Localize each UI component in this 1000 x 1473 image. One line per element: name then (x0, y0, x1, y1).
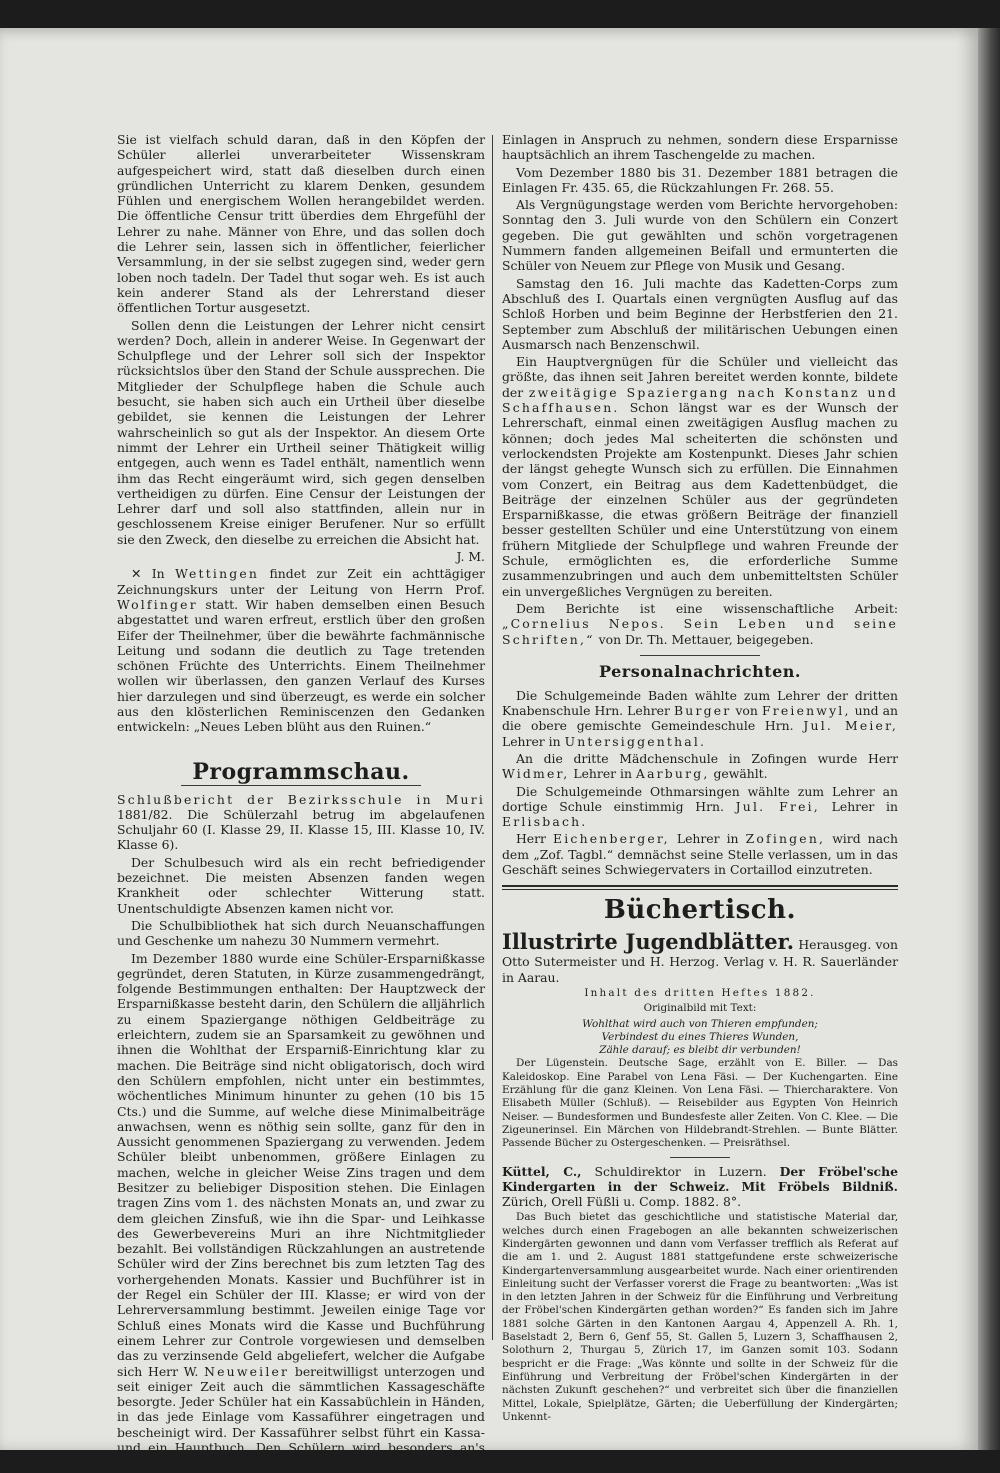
verse-line: Verbindest du eines Thieres Wunden, (601, 1030, 799, 1043)
text-run: Lehrer in (676, 831, 739, 847)
book-entry (502, 930, 898, 985)
text-run: Herr (516, 831, 546, 847)
place-name: Aarburg, (635, 766, 710, 782)
left-column (117, 132, 485, 1473)
paragraph: Die Schulbibliothek hat sich durch Neuanschaffungen und Geschenke um nahezu 30 Nummern vermehrt. (117, 917, 485, 949)
marker: ✕ In (131, 566, 165, 582)
column-divider (492, 135, 493, 1340)
text-run: 1881/82. Die Schülerzahl betrug im abgelaufenen Schuljahr 60 (I. Klasse 29, II. Klasse 15, III. Klasse 10, IV. Klasse 6). (117, 806, 485, 853)
paragraph: Sollen denn die Leistungen der Lehrer nicht censirt werden? Doch, allein in anderer Weise. In Gegenwart der Schulpflege und der Lehrer soll sich der Inspektor rücksichtslos über den Stand der Schule aussprechen. Die Mitglieder der Schulpflege haben die Schule auch besucht, sie haben sich auch ein Urtheil über dieselbe gebildet, sie kennen die Leistungen der Lehrer wahrscheinlich so gut als der Inspektor. An diesem Orte nimmt der Lehrer ein Urtheil seiner Thätigkeit willig entgegen, auch wenn es Tadel enthält, namentlich wenn ihm das Recht eingeräumt wird, sich gegen denselben vertheidigen zu dürfen. Eine Censur der Leistungen der Lehrer darf und soll also stattfinden, allein nur in geschlossenem Kreise einiger Berufener. Nur so erfüllt sie den Zweck, den dieselbe zu erreichen die Absicht hat. (117, 317, 486, 547)
book-entry (502, 1164, 898, 1210)
book-author: Küttel, C., (502, 1163, 582, 1179)
text-run: An die dritte Mädchenschule in Zofingen wurde Herr (516, 750, 898, 766)
paragraph: Vom Dezember 1880 bis 31. Dezember 1881 betragen die Einlagen Fr. 435. 65, die Rückzahlungen Fr. 268. 55. (502, 164, 898, 195)
text-run: findet zur Zeit ein achttägiger Zeichnungskurs unter der Leitung von Herrn Prof. (117, 566, 485, 597)
book-review: Das Buch bietet das geschichtliche und statistische Material dar, welches durch einen Fragebogen an alle bekannten schweizerischen Kindergärten gewonnen und dann vom Verfasser trefflich als Referat auf die am 1. und 2. August 1881 stattgefundene erste schweizerische Kindergartenversammlung ausgearbeitet wurde. Nach einer orientirenden Einleitung sucht der Verfasser vorerst die Frage zu beantworten: „Was ist in den letzten Jahren in der Schweiz für die Einführung und Verbreitung der Fröbel'schen Kindergärten gethan worden?“ Es fanden sich im Jahre 1881 solche Gärten in den Kantonen Aargau 4, Appenzell A. Rh. 1, Baselstadt 2, Bern 6, Genf 55, St. Gallen 5, Luzern 3, Schaffhausen 2, Solothurn 2, Thurgau 5, Zürich 17, im Ganzen somit 103. Sodann bespricht er die Frage: „Was könnte und sollte in der Schweiz für die Einführung und Verbreitung der Fröbel'schen Kindergärten in der nächsten Zukunft geschehen?“ und verbreitet sich über die finanziellen Mittel, Lokale, Spielplätze, Gärten; die Ueberfüllung der Kindergärten; Unkennt- (502, 1211, 898, 1423)
paragraph (502, 784, 898, 830)
paragraph (502, 354, 898, 599)
paragraph: Als Vergnügungstage werden vom Berichte hervorgehoben: Sonntag den 3. Juli wurde von den Schülern ein Conzert gegeben. Die gut gewählten und schön vorgetragenen Nummern fanden allgemeinen Beifall und ermunterten die Schüler von Neuem zur Pflege von Musik und Gesang. (502, 197, 898, 274)
book-subtitle: Mit Fröbels Bildniß. (741, 1178, 898, 1194)
text-run: Dem Berichte ist eine wissenschaftliche Arbeit: (516, 600, 898, 616)
paragraph (117, 566, 485, 734)
verse-line: Zähle darauf; es bleibt dir verbunden! (599, 1044, 801, 1057)
text-run: von Dr. Th. Mettauer, beigegeben. (598, 631, 814, 647)
contents-heading: Inhalt des dritten Heftes 1882. (584, 986, 816, 999)
text-run: statt. Wir haben demselben einen Besuch abgestattet und waren erfreut, erstlich über den großen Eifer der Theilnehmer, über die bewährte fachmännische Leitung und sodann die deutlich zu Tage tretenden schönen Früchte des Unterrichts. Einem Theilnehmer wollen wir überlassen, den ganzen Verlauf des Kurses hier darzulegen und sind überzeugt, es werde ein solcher aus den klösterlichen Reminiscenzen den Gedanken entwickeln: „Neues Leben blüht aus den Ruinen.“ (117, 596, 485, 735)
paragraph (117, 951, 485, 1471)
text-run: und an die obere gemischte Gemeindeschule Hrn. (502, 703, 898, 734)
text-run: Die Schulgemeinde Baden wählte zum Lehrer der dritten Knabenschule Hrn. Lehrer (502, 687, 898, 719)
place-name: Erlisbach. (502, 814, 588, 830)
person-name: Widmer, (502, 766, 570, 782)
paragraph: Der Schulbesuch wird als ein recht befriedigender bezeichnet. Die meisten Absenzen fanden wegen Krankheit oder schlechter Witterung statt. Unentschuldigte Absenzen kamen nicht vor. (117, 854, 485, 916)
text-run: Schon längst war es der Wunsch der Lehrerschaft, einmal einen zweitägigen Ausflug machen zu können; doch jedes Mal scheiterten die schönsten und verlockendsten Projekte am Kostenpunkt. Dieses Jahr schien der längst gehegte Wunsch sich zu erfüllen. Die Einnahmen vom Conzert, ein Beitrag aus dem Kadettenbüdget, die Beiträge der einzelnen Schüler aus der gegründeten Ersparnißkasse, die etwas größern Beiträge der finanziell besser gestellten Schüler und eine Unterstützung von einem frühern Mitgliede der Schulpflege und wahren Freunde der Schule, ermöglichten es, die erforderliche Summe zusammenzubringen und auch dem unbemitteltsten Schüler ein unvergeßliches Vergnügen zu bereiten. (502, 400, 898, 599)
text-run: Herausgeg. von Otto Sutermeister und H. Herzog. Verlag v. H. R. Sauerländer in Aarau. (502, 937, 898, 985)
work-title: „Cornelius Nepos. Sein Leben und seine Schriften,“ (502, 616, 898, 647)
text-run: gewählt. (713, 766, 768, 782)
place-name: Wettingen (175, 566, 260, 582)
report-title: Schlußbericht der Bezirksschule in Muri (117, 791, 485, 807)
paragraph (502, 751, 898, 782)
text-run: von (735, 703, 758, 719)
illustration-caption: Originalbild mit Text: (643, 1002, 757, 1015)
signature: J. M. (456, 549, 485, 565)
text-run: Lehrer in (573, 766, 632, 782)
paragraph: Sie ist vielfach schuld daran, daß in den Köpfen der Schüler allerlei unverarbeiteter Wissenskram aufgespeichert wird, statt daß dieselben durch einen gründlichen Unterricht zu klarem Denken, gesundem Fühlen und energischem Wollen herangebildet werden. Die öffentliche Censur tritt überdies dem Ehrgefühl der Lehrer zu nahe. Männer von Ehre, und das sollen doch die Lehrer sein, lassen sich in öffentlicher, feierlicher Versammlung, in der sie selbst zugegen sind, weder gern loben noch tadeln. Der Tadel thut sogar weh. Es ist auch kein anderer Stand als der Lehrerstand dieser öffentlichen Tortur ausgesetzt. (117, 132, 485, 316)
verse-line: Wohlthat wird auch von Thieren empfunden; (582, 1017, 818, 1030)
person-name: Neuweiler (204, 1363, 290, 1379)
text-run: Zürich, Orell Füßli u. Comp. 1882. 8°. (502, 1194, 742, 1210)
page-edge-shadow (978, 28, 1000, 1450)
paragraph (502, 601, 898, 647)
text-run: Lehrer in (502, 733, 561, 749)
person-name: Eichenberger, (553, 831, 670, 847)
right-column (502, 132, 898, 1426)
trip-title: zweitägige Spaziergang nach Konstanz und Schaffhausen. (502, 384, 898, 416)
text-run: Lehrer in (831, 798, 898, 814)
person-name: Wolfinger (117, 596, 198, 612)
section-heading: Programmschau. (192, 758, 410, 785)
paragraph: Samstag den 16. Juli machte das Kadetten-Corps zum Abschluß des I. Quartals einen vergnügten Ausflug auf das Schloß Horben und beim Beginne der Herbstferien den 21. September zum Abschluß der militärischen Uebungen einen Ausmarsch nach Benzenschwil. (502, 275, 898, 352)
paragraph (117, 792, 485, 853)
place-name: Zofingen, (745, 831, 826, 847)
text-run: Ein Hauptvergnügen für die Schüler und vielleicht das größte, das ihnen seit Jahren bereitet werden konnte, bildete der (502, 354, 898, 400)
place-name: Untersiggenthal. (564, 733, 707, 749)
books-heading: Büchertisch. (603, 895, 797, 926)
book-title: Der Fröbel'sche Kindergarten in der Schweiz. (502, 1163, 898, 1194)
paragraph: Einlagen in Anspruch zu nehmen, sondern diese Ersparnisse hauptsächlich an ihrem Taschengelde zu machen. (502, 132, 898, 163)
text-run: wird nach dem „Zof. Tagbl.“ demnächst seine Stelle verlassen, um in das Geschäft seines Schwiegervaters in Cortaillod einzutreten. (502, 831, 898, 878)
person-name: Jul. Meier, (803, 718, 898, 734)
book-title: Illustrirte Jugendblätter. (502, 929, 795, 955)
text-run: Schuldirektor in Luzern. (594, 1163, 767, 1179)
text-run: bereitwilligst unterzogen und seit einiger Zeit auch die sämmtlichen Kassageschäfte besorgte. Jeder Schüler hat ein Kassabüchlein in Händen, in das jede Einlage vom Kassaführer eingetragen und bescheinigt wird. Der Kassaführer selbst führt ein Kassa- und ein Hauptbuch. Den Schülern wird besonders an's Herz gelegt, ihre Eltern so wenig als möglich für die (117, 1363, 485, 1471)
paragraph (502, 688, 898, 749)
person-name: Burger (673, 703, 732, 719)
paragraph (502, 831, 898, 877)
contents-list: Der Lügenstein. Deutsche Sage, erzählt von E. Biller. — Das Kaleidoskop. Eine Parabel von Lena Fäsi. — Der Kuchengarten. Eine Erzählung für die ganz Kleinen. Von Lena Fäsi. — Thiercharaktere. Von Elisabeth Müller (Schluß). — Reisebilder aus Egypten Von Heinrich Neiser. — Bundesformen und Bundesfeste aller Zeiten. Von C. Klee. — Die Zigeunerinsel. Ein Märchen von Hildebrandt-Strehlen. — Bunte Blätter. Passende Bücher zu Ostergeschenken. — Preisräthsel. (502, 1057, 898, 1150)
person-name: Jul. Frei, (735, 798, 820, 814)
text-run: Im Dezember 1880 wurde eine Schüler-Ersparnißkasse gegründet, deren Statuten, in Kürze zusammengedrängt, folgende Bestimmungen enthalten: Der Hauptzweck der Ersparnißkasse besteht darin, den Schülern die alljährlich zu einem Spaziergange nöthigen Geldbeiträge zu erleichtern, zudem sie an Sparsamkeit zu gewöhnen und ihnen die Wohlthat der Ersparniß-Einrichtung klar zu machen. Die Beiträge sind nicht obligatorisch, doch wird den Schülern empfohlen, nicht unter ein bestimmtes, wöchentliches Minimum hinunter zu gehen (10 bis 15 Cts.) und die Summe, auf welche diese Minimalbeiträge anwachsen, wenn es nöthig sein sollte, ganz für den in Aussicht genommenen Spaziergang zu verwenden. Jedem Schüler bleibt unbenommen, größere Einlagen zu machen, welche in gleicher Weise Zins tragen und dem Besitzer zu beliebiger Disposition stehen. Die Einlagen tragen Zins vom 1. des nächsten Monats an, und zwar zu dem gleichen Zinsfuß, wie ihn die Spar- und Leihkasse des Gewerbevereins Muri an ihre Nichtmitglieder bezahlt. Bei vollständigen Rückzahlungen an austretende Schüler wird der Zins berechnet bis zum letzten Tag des vorhergehenden Monats. Kassier und Buchführer ist in der Regel ein Schüler der III. Klasse; er wird von der Lehrerversammlung bestimmt. Jeweilen einige Tage vor Schluß eines Monats wird die Kasse und Buchführung einem Lehrer zur Controle vorgewiesen und demselben das zu verzinsende Geld abgeliefert, welcher die Aufgabe sich Herr W. (117, 950, 485, 1379)
place-name: Freienwyl, (761, 703, 851, 719)
section-heading: Personalnachrichten. (599, 661, 801, 681)
text-run: Die Schulgemeinde Othmarsingen wählte zum Lehrer an dortige Schule einstimmig Hrn. (502, 783, 898, 814)
separator-rule (670, 1157, 730, 1158)
